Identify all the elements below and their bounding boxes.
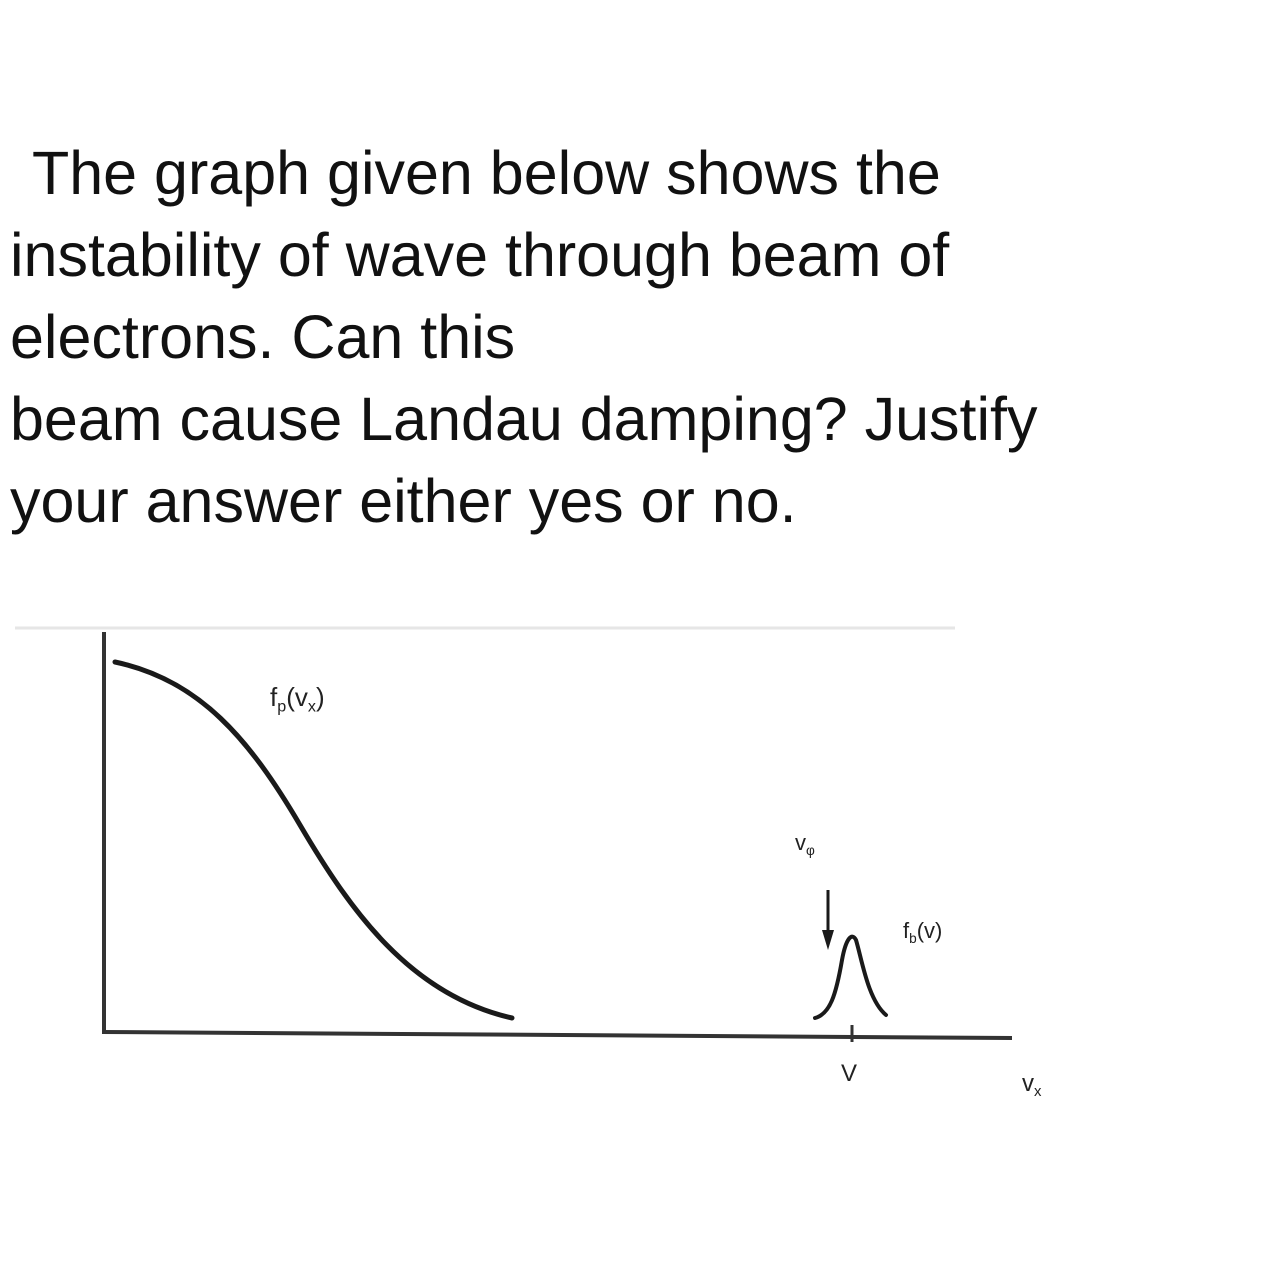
- question-text: [10, 132, 1270, 542]
- question-line-3: electrons. Can this: [10, 303, 516, 371]
- phase-velocity-arrowhead: [822, 930, 834, 950]
- question-line-5: your answer either yes or no.: [10, 467, 797, 535]
- distribution-figure: [0, 600, 1280, 1160]
- question-line-4: beam cause Landau damping? Justify: [10, 385, 1038, 453]
- question-line-1: The graph given below shows the: [32, 139, 941, 207]
- beam-distribution-bump: [815, 937, 886, 1018]
- distribution-plot: [0, 600, 1280, 1160]
- plasma-distribution-label: $f_p(v_x)$: [270, 682, 325, 716]
- x-axis: [102, 1032, 1012, 1038]
- phase-velocity-label: $v_\varphi$: [795, 830, 815, 858]
- beam-velocity-label: V: [841, 1060, 858, 1087]
- x-axis-label: $v_x$: [1022, 1070, 1042, 1101]
- question-line-2: instability of wave through beam of: [10, 221, 950, 289]
- beam-distribution-label: $f_b(v)$: [903, 918, 943, 946]
